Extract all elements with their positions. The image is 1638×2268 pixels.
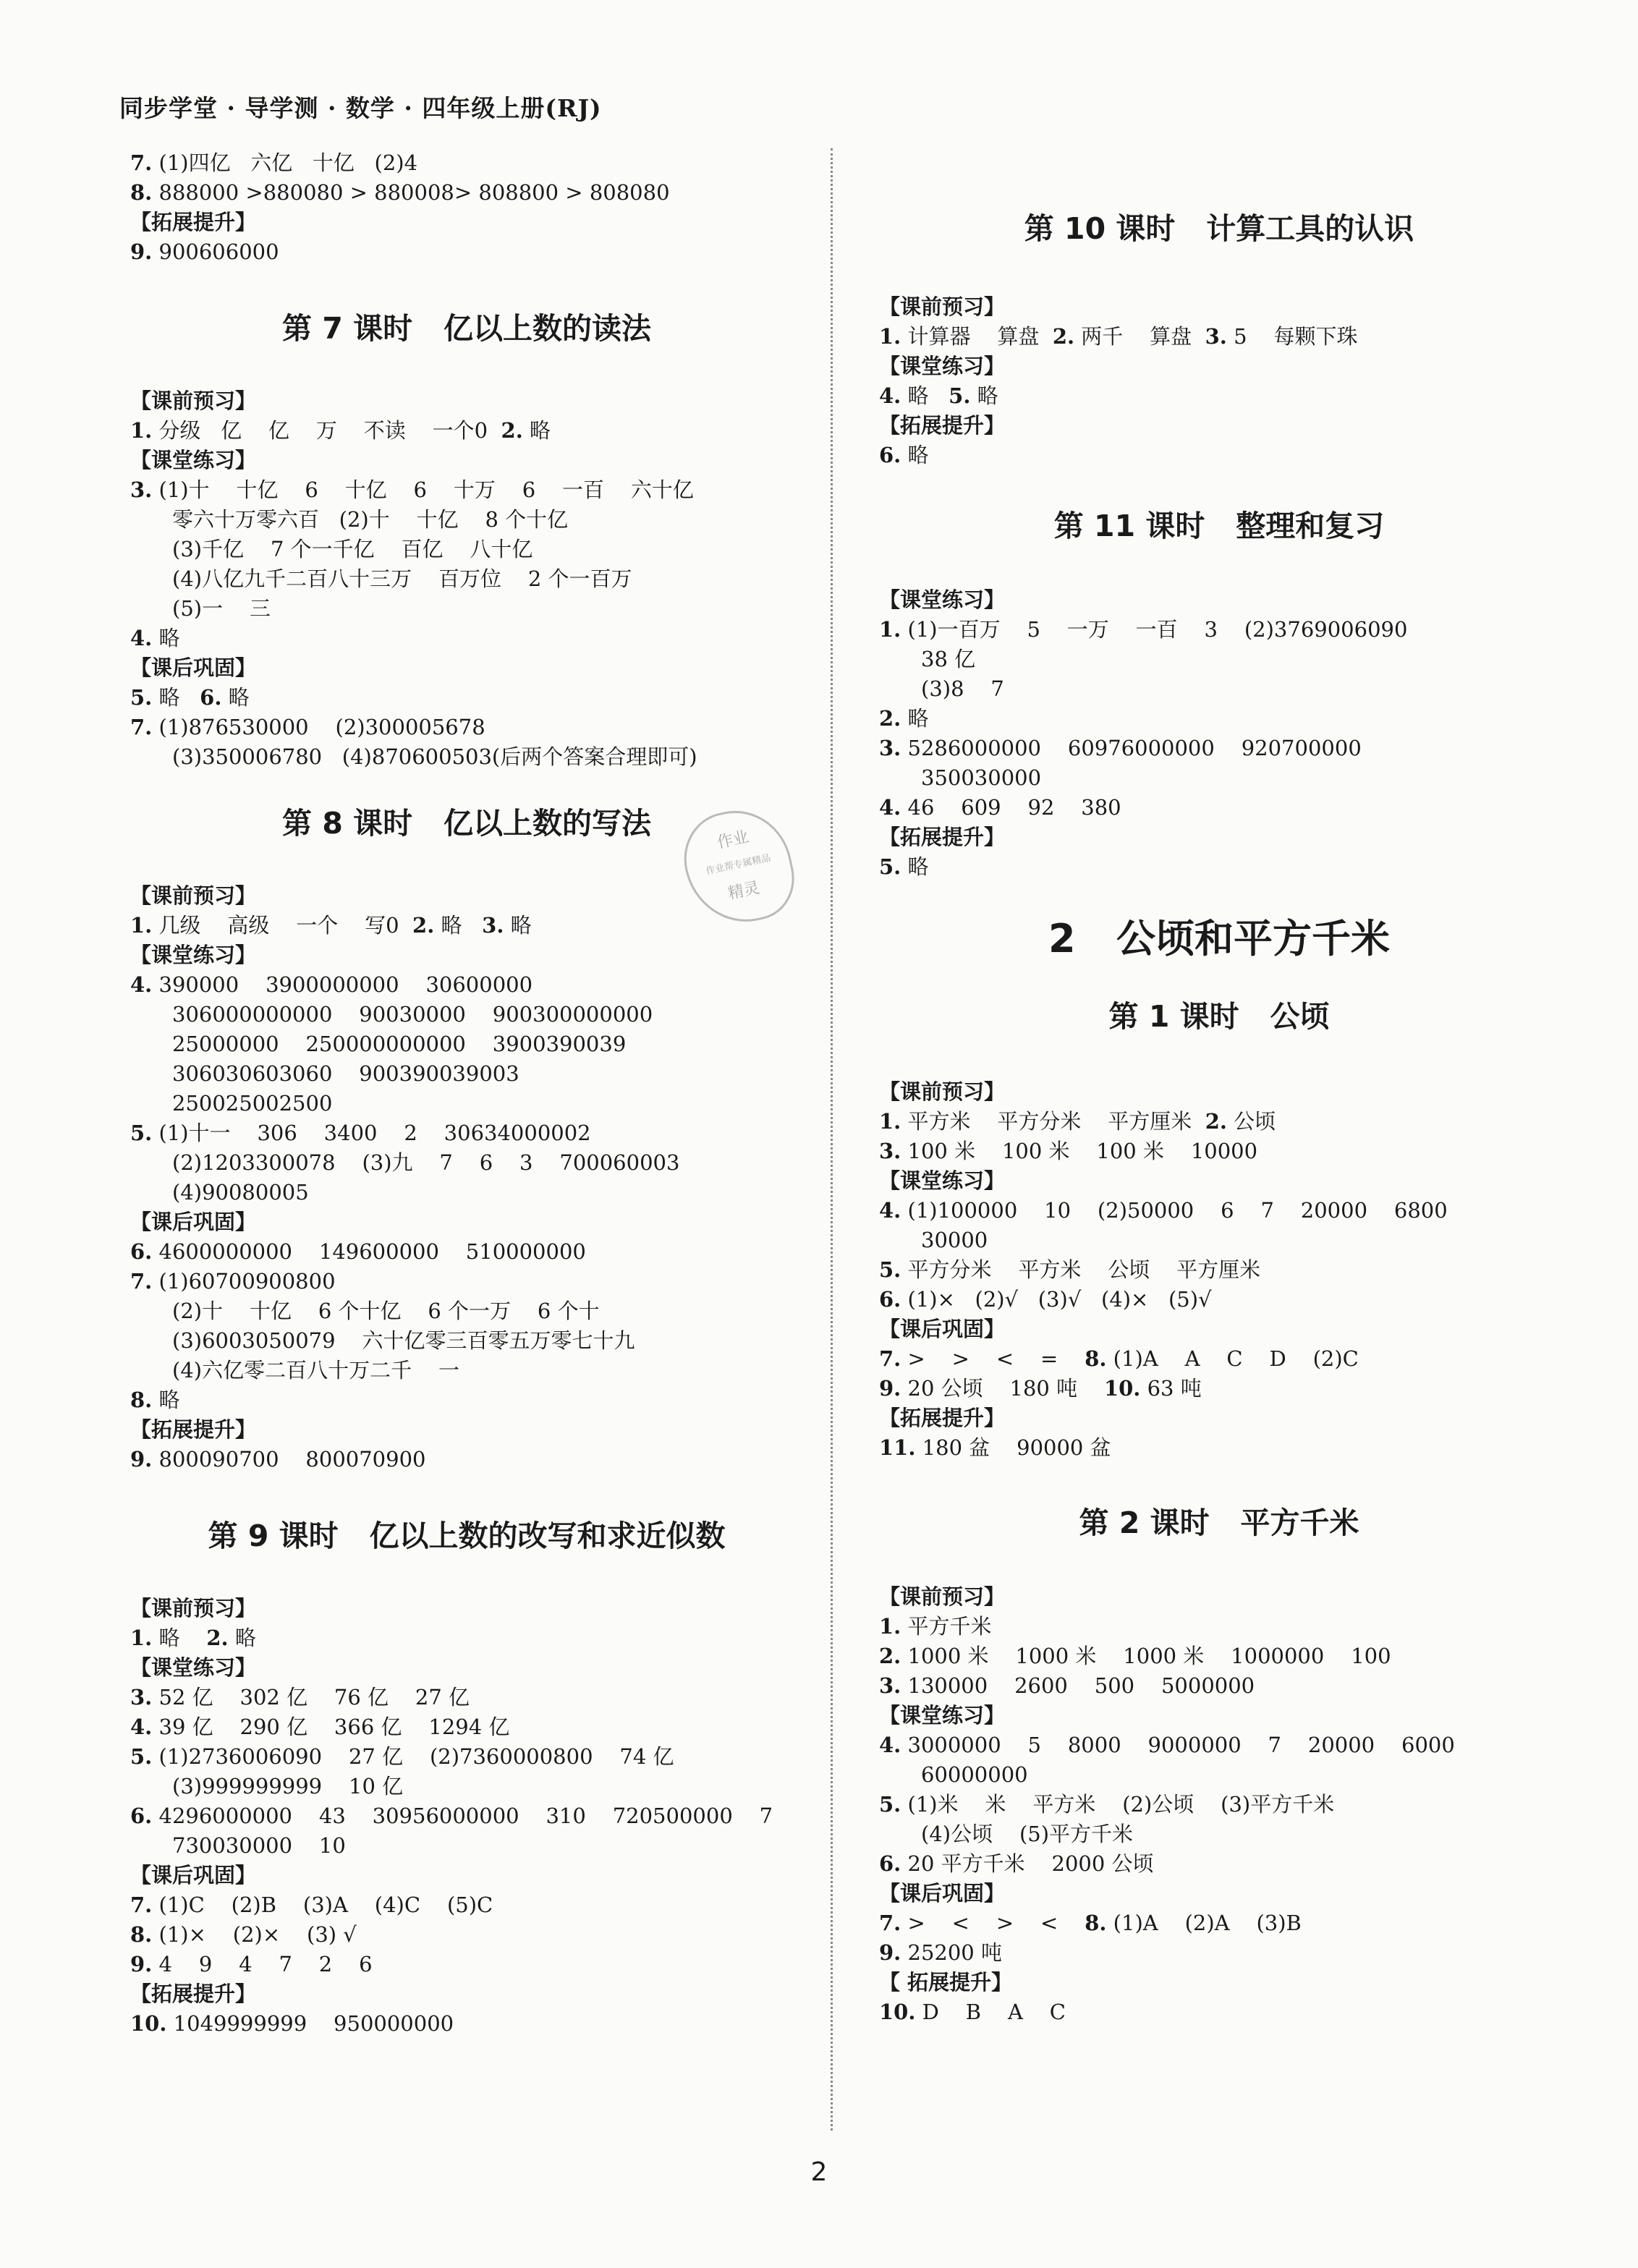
- answer-line: 4. 390000 3900000000 30600000: [130, 972, 533, 997]
- lesson-title: 第 1 课时 公顷: [1108, 999, 1330, 1034]
- section-label: 【课前预习】: [879, 294, 1006, 319]
- section-label: 【课前预习】: [130, 1596, 257, 1621]
- answer-line: 9. 4 9 4 7 2 6: [130, 1952, 373, 1976]
- answer-line: (4)90080005: [172, 1180, 309, 1205]
- answer-line: 1. 平方千米: [879, 1614, 992, 1639]
- section-label: 【拓展提升】: [130, 210, 257, 234]
- section-label: 【拓展提升】: [879, 1406, 1006, 1430]
- answer-line: 3. (1)十 十亿 6 十亿 6 十万 6 一百 六十亿: [130, 477, 694, 502]
- ch2-lesson-2: [879, 1499, 1559, 2027]
- answer-line: 4. 略 5. 略: [879, 383, 998, 408]
- answer-line: 7. > > < = 8. (1)A A C D (2)C: [879, 1346, 1359, 1371]
- section-label: 【课前预习】: [130, 388, 257, 413]
- lesson-title: 第 10 课时 计算工具的认识: [1024, 211, 1414, 246]
- answer-line: 60000000: [921, 1762, 1028, 1787]
- section-label: 【拓展提升】: [879, 413, 1006, 438]
- answer-line: (2)1203300078 (3)九 7 6 3 700060003: [172, 1150, 680, 1175]
- answer-line: 2. 略: [879, 706, 929, 731]
- answer-line: 6. 4600000000 149600000 510000000: [130, 1239, 586, 1264]
- lesson-7: [130, 305, 803, 772]
- lesson-title: 第 9 课时 亿以上数的改写和求近似数: [208, 1519, 726, 1553]
- answer-line: 9. 25200 吨: [879, 1940, 1002, 1965]
- answer-line: 5. (1)十一 306 3400 2 30634000002: [130, 1121, 591, 1145]
- answer-line: 7. (1)四亿 六亿 十亿 (2)4: [130, 150, 418, 175]
- page-number: 2: [810, 2157, 828, 2187]
- section-label: 【课堂练习】: [879, 587, 1006, 612]
- answer-line: (3)千亿 7 个一千亿 百亿 八十亿: [172, 537, 533, 561]
- answer-line: 5. 略: [879, 854, 929, 879]
- section-label: 【课前预习】: [130, 883, 257, 908]
- answer-line: 1. 几级 高级 一个 写0 2. 略 3. 略: [130, 913, 532, 938]
- answer-line: 10. 1049999999 950000000: [130, 2011, 454, 2036]
- answer-line: 6. (1)× (2)√ (3)√ (4)× (5)√: [879, 1287, 1212, 1312]
- answer-line: 7. (1)60700900800: [130, 1269, 336, 1294]
- answer-line: (2)十 十亿 6 个十亿 6 个一万 6 个十: [172, 1299, 600, 1323]
- page-header: 同步学堂 · 导学测 · 数学 · 四年级上册(RJ): [119, 94, 602, 122]
- lesson-title: 第 11 课时 整理和复习: [1053, 509, 1385, 543]
- answer-line: (5)一 三: [172, 596, 271, 621]
- answer-line: 250025002500: [172, 1091, 333, 1116]
- section-label: 【拓展提升】: [130, 1417, 257, 1442]
- section-label: 【拓展提升】: [130, 1982, 257, 2006]
- answer-line: 8. 略: [130, 1388, 180, 1412]
- answer-line: 730030000 10: [172, 1833, 346, 1858]
- section-label: 【课后巩固】: [879, 1317, 1006, 1341]
- answer-line: 10. D B A C: [879, 2000, 1066, 2024]
- answer-line: 4. 3000000 5 8000 9000000 7 20000 6000: [879, 1733, 1455, 1757]
- answer-line: 306000000000 90030000 900300000000: [172, 1002, 653, 1027]
- section-label: 【课前预习】: [879, 1079, 1006, 1104]
- answer-line: 6. 20 平方千米 2000 公顷: [879, 1851, 1154, 1876]
- section-label: 【课堂练习】: [879, 354, 1006, 378]
- answer-line: 2. 1000 米 1000 米 1000 米 1000000 100: [879, 1644, 1391, 1668]
- answer-line: 30000: [921, 1228, 988, 1252]
- answer-line: 7. (1)876530000 (2)300005678: [130, 715, 485, 739]
- answer-line: 5. 略 6. 略: [130, 685, 250, 710]
- section-label: 【课堂练习】: [879, 1703, 1006, 1728]
- answer-line: 5. (1)米 米 平方米 (2)公顷 (3)平方千米: [879, 1792, 1335, 1817]
- answer-line: 306030603060 900390039003: [172, 1061, 519, 1086]
- section-label: 【课后巩固】: [130, 1210, 257, 1234]
- answer-line: 9. 900606000: [130, 239, 279, 264]
- answer-line: 5. 平方分米 平方米 公顷 平方厘米: [879, 1257, 1261, 1282]
- lesson-title: 第 8 课时 亿以上数的写法: [282, 806, 651, 841]
- answer-line: 350030000: [921, 765, 1042, 790]
- lesson-title: 第 7 课时 亿以上数的读法: [282, 311, 651, 346]
- lesson-title: 第 2 课时 平方千米: [1079, 1505, 1359, 1540]
- answer-line: 1. 平方米 平方分米 平方厘米 2. 公顷: [879, 1109, 1276, 1134]
- answer-line: 4. 39 亿 290 亿 366 亿 1294 亿: [130, 1715, 510, 1739]
- section-label: 【拓展提升】: [879, 825, 1006, 849]
- answer-line: (3)999999999 10 亿: [172, 1774, 404, 1798]
- column-divider: [831, 148, 833, 2131]
- answer-line: 25000000 250000000000 3900390039: [172, 1032, 627, 1056]
- lesson-10: [879, 205, 1559, 470]
- section-label: 【课后巩固】: [879, 1881, 1006, 1906]
- answer-line: 9. 20 公顷 180 吨 10. 63 吨: [879, 1376, 1202, 1401]
- answer-line: 7. (1)C (2)B (3)A (4)C (5)C: [130, 1893, 493, 1917]
- answer-line: 3. 100 米 100 米 100 米 10000: [879, 1139, 1258, 1163]
- section-label: 【课堂练习】: [130, 448, 257, 472]
- answer-line: 11. 180 盆 90000 盆: [879, 1435, 1111, 1460]
- answer-line: 8. 888000 >880080 > 880008> 808800 > 808080: [130, 180, 670, 205]
- section-label: 【课堂练习】: [130, 943, 257, 967]
- answer-line: (3)350006780 (4)870600503(后两个答案合理即可): [172, 744, 697, 769]
- left-column: [130, 148, 803, 2039]
- answer-line: 5. (1)2736006090 27 亿 (2)7360000800 74 亿: [130, 1744, 674, 1769]
- answer-line: 3. 5286000000 60976000000 920700000: [879, 736, 1362, 760]
- answer-line: (3)6003050079 六十亿零三百零五万零七十九: [172, 1328, 635, 1353]
- answer-line: 6. 4296000000 43 30956000000 310 720500000 7: [130, 1804, 773, 1828]
- answer-line: 1. 略 2. 略: [130, 1626, 256, 1650]
- answer-line: 1. 计算器 算盘 2. 两千 算盘 3. 5 每颗下珠: [879, 324, 1358, 349]
- answer-line: 1. 分级 亿 亿 万 不读 一个0 2. 略: [130, 418, 551, 443]
- answer-line: 4. 略: [130, 626, 180, 650]
- answer-line: 3. 130000 2600 500 5000000: [879, 1673, 1255, 1698]
- answer-line: 1. (1)一百万 5 一万 一百 3 (2)3769006090: [879, 617, 1408, 642]
- answer-line: 6. 略: [879, 443, 929, 467]
- answer-line: (4)六亿零二百八十万二千 一: [172, 1358, 459, 1383]
- answer-line: (3)8 7: [921, 676, 1004, 701]
- lesson-9: [130, 1512, 803, 2039]
- answer-line: 4. 46 609 92 380: [879, 795, 1121, 820]
- answer-line: 8. (1)× (2)× (3) √: [130, 1922, 357, 1947]
- answer-line: 零六十万零六百 (2)十 十亿 8 个十亿: [172, 507, 569, 532]
- answer-line: 4. (1)100000 10 (2)50000 6 7 20000 6800: [879, 1198, 1448, 1223]
- lesson-11: [879, 502, 1559, 882]
- right-column: [879, 148, 1559, 2027]
- section-label: 【课堂练习】: [130, 1655, 257, 1680]
- section-label: 【 拓展提升】: [879, 1970, 1013, 1995]
- ch2-lesson-1: [879, 993, 1559, 1463]
- answer-line: (4)公顷 (5)平方千米: [921, 1822, 1134, 1846]
- watermark-stamp: 作业 作业帮专属精品 精灵: [675, 801, 802, 933]
- answer-line: 7. > < > < 8. (1)A (2)A (3)B: [879, 1911, 1302, 1935]
- answer-line: 38 亿: [921, 647, 976, 671]
- section-label: 【课前预习】: [879, 1584, 1006, 1609]
- answer-line: (4)八亿九千二百八十三万 百万位 2 个一百万: [172, 566, 632, 591]
- section-label: 【课后巩固】: [130, 655, 257, 680]
- chapter-title: 2 公顷和平方千米: [1048, 916, 1390, 961]
- answer-line: 9. 800090700 800070900: [130, 1447, 426, 1471]
- section-label: 【课堂练习】: [879, 1168, 1006, 1193]
- lesson-8: [130, 799, 803, 1474]
- lesson-6-continued: [130, 148, 803, 267]
- answer-line: 3. 52 亿 302 亿 76 亿 27 亿: [130, 1685, 470, 1710]
- section-label: 【课后巩固】: [130, 1863, 257, 1887]
